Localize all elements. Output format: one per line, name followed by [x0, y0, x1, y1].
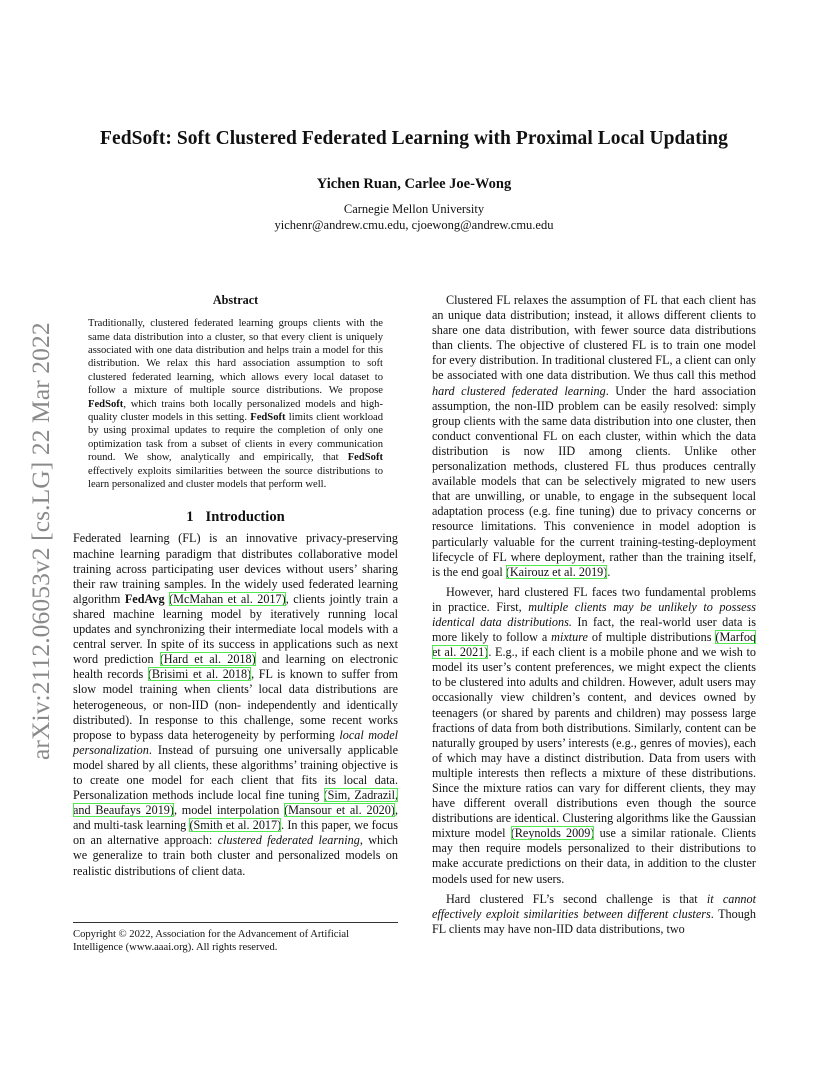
abstract-text: Traditionally, clustered federated learning groups clients with the same data distribution into a cluster, so that every client is uniquely associated with one data distribution and helps train a model for this distribution. We relax this hard association assumption to soft clustered federated learning, which allows every local dataset to follow a mixture of multiple source distributions. We propose FedSoft, which trains both locally personalized models and high-quality cluster models in this setting. FedSoft limits client workload by using proximal updates to require the completion of only one optimization task from a subset of clients in every communication round. We show, analytically and empirically, that FedSoft effectively exploits similarities between the source distributions to learn personalized and cluster models that perform well. — [88, 318, 383, 490]
body-paragraph: Hard clustered FL’s second challenge is that it cannot effectively exploit similarities between different clusters. Though FL clients may have non-IID data distributions, two — [432, 891, 756, 936]
body-paragraph: Clustered FL relaxes the assumption of FL that each client has an unique data distribution; instead, it allows different clients to share one data distribution, with fewer source data distributions than clients. The objective of clustered FL is to train one model for every distribution. In traditional clustered FL, a client can only be associated with one data distribution. We thus call this method hard clustered federated learning. Under the hard association assumption, the non-IID problem can be easily resolved: simply group clients with the same data distribution into one cluster, then conduct conventional FL on each cluster, within which the data distribution is now IID among clients. Unlike other personalization methods, clustered FL thus produces centrally available models that can be selectively migrated to new users that are unwilling, or unable, to engage in the subsequent local adaptation process (e.g. fine tuning) due to privacy concerns or resource limitations. This convenience in model adoption is particularly valuable for the current training-testing-deployment lifecycle of FL where deployment, rather than the training itself, is the end goal (Kairouz et al. 2019). — [432, 293, 757, 579]
citation-link[interactable]: (Brisimi et al. 2018) — [147, 667, 252, 682]
citation-link[interactable]: (Sim, Zadrazil, and Beaufays 2019) — [73, 788, 398, 818]
arxiv-stamp-text: arXiv:2112.06053v2 [cs.LG] 22 Mar 2022 — [26, 322, 55, 760]
copyright-text: Copyright © 2022, Association for the Advancement of Artificial Intelligence (www.aaai.org). All rights reserved. — [73, 929, 350, 953]
affiliation: Carnegie Mellon University — [343, 202, 485, 216]
intro-paragraph: Federated learning (FL) is an innovative privacy-preserving machine learning paradigm that distributes collaborative model training across participating user devices without users’ sharing their raw training samples. In the widely used federated learning algorithm FedAvg (McMahan et al. 2017), clients jointly train a shared machine learning model by iteratively running local updates and synchronizing their intermediate local models with a central server. In spite of its success in applications such as next word prediction (Hard et al. 2018) and learning on electronic health records (Brisimi et al. 2018), FL is known to suffer from slow model training when clients’ local data distributions are heterogeneous, or non-IID (non- independently and identically distributed). In response to this challenge, some recent works propose to bypass data heterogeneity by performing local model personalization. Instead of pursuing one universally applicable model shared by all clients, these algorithms’ training objective is to create one model for each client that fits its local data. Personalization methods include local fine tuning (Sim, Zadrazil, and Beaufays 2019), model interpolation (Mansour et al. 2020), and multi-task learning (Smith et al. 2017). In this paper, we focus on an alternative approach: clustered federated learning, which we generalize to train both cluster and personalized models on realistic distributions of client data. — [73, 531, 399, 878]
left-column — [73, 293, 398, 879]
section-heading-introduction: 1 Introduction — [186, 509, 285, 526]
citation-link[interactable]: (McMahan et al. 2017) — [169, 591, 286, 606]
author-list: Yichen Ruan, Carlee Joe-Wong — [316, 176, 512, 192]
paper-title: FedSoft: Soft Clustered Federated Learning with Proximal Local Updating — [100, 128, 728, 149]
citation-link[interactable]: (Marfoq et al. 2021) — [432, 630, 757, 660]
citation-link[interactable]: (Mansour et al. 2020) — [284, 803, 395, 818]
footnote-rule — [73, 922, 398, 923]
body-paragraph: However, hard clustered FL faces two fundamental problems in practice. First, multiple clients may be unlikely to possess identical data distributions. In fact, the real-world user data is more likely to follow a mixture of multiple distributions (Marfoq et al. 2021). E.g., if each client is a mobile phone and we wish to model its user’s content preferences, we might expect the clients to be clustered into adults and children. However, adult users may occasionally view children’s content, and devices owned by teenagers (or shared by parents and children) may possess large fractions of data from both distributions. Similarly, content can be naturally grouped by users’ interests (e.g., genres of movies), each of which may have a distinct distribution. Data from users with multiple interests then reflects a mixture of these distributions. Since the mixture ratios can vary for different clients, they may have different overall distributions even though the source distributions are identical. Clustering algorithms like the Gaussian mixture model (Reynolds 2009) use a similar rationale. Clients may then require models personalized to their distributions to make accurate predictions on their data, in addition to the cluster models used for new users. — [432, 584, 757, 886]
abstract-heading: Abstract — [212, 293, 259, 307]
citation-link[interactable]: (Smith et al. 2017) — [189, 818, 282, 833]
citation-link[interactable]: (Hard et al. 2018) — [159, 652, 256, 667]
author-emails[interactable]: yichenr@andrew.cmu.edu, cjoewong@andrew.cmu.edu — [274, 217, 554, 232]
citation-link[interactable]: (Reynolds 2009) — [510, 826, 595, 841]
copyright-footnote — [73, 922, 398, 954]
citation-link[interactable]: (Kairouz et al. 2019) — [505, 564, 608, 579]
affiliation-block — [0, 202, 828, 233]
arxiv-stamp — [24, 285, 55, 760]
right-column — [432, 293, 756, 937]
